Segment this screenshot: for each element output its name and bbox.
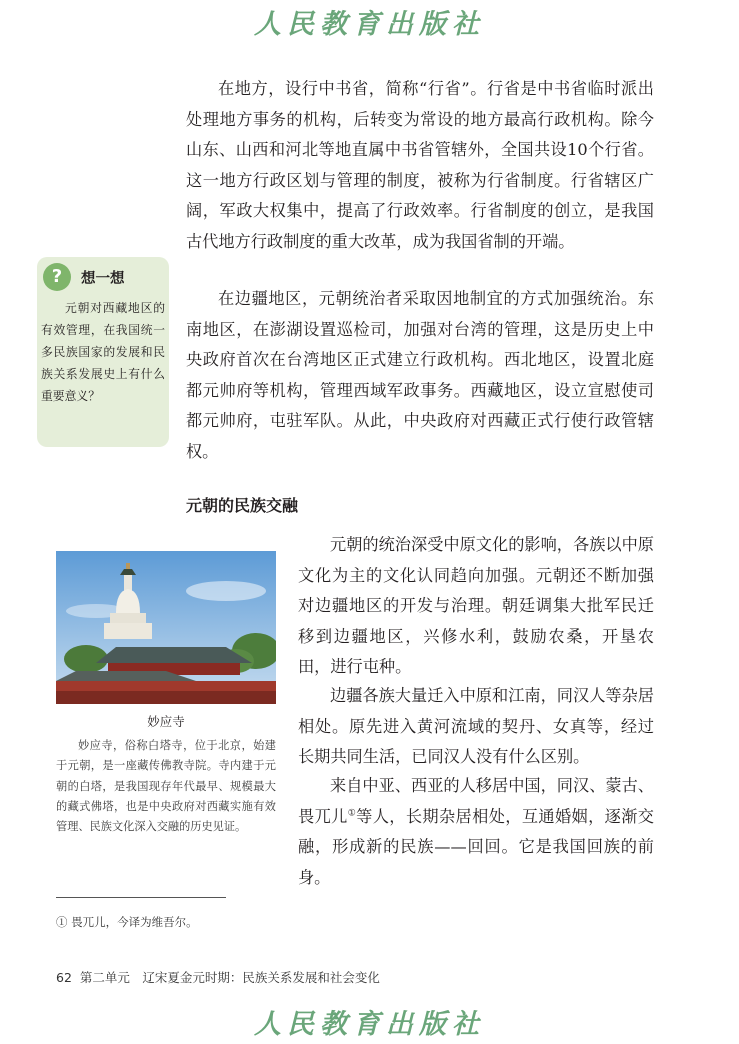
paragraph-migration: 边疆各族大量迁入中原和江南，同汉人等杂居相处。原先进入黄河流域的契丹、女真等，经过长期共同生活，已同汉人没有什么区别。 bbox=[298, 686, 654, 766]
footnote: ① 畏兀儿，今译为维吾尔。 bbox=[56, 915, 198, 929]
hui-text-before: 来自中亚、西亚的人移居中国，同汉、蒙古、畏兀儿 bbox=[298, 776, 654, 826]
publisher-logo-bottom: 人民教育出版社 bbox=[254, 1009, 485, 1040]
photo-caption-title: 妙应寺 bbox=[147, 714, 185, 729]
section-heading: 元朝的民族交融 bbox=[186, 496, 299, 515]
unit-title: 第二单元 辽宋夏金元时期：民族关系发展和社会变化 bbox=[79, 970, 380, 985]
page-number: 62 bbox=[56, 970, 72, 985]
paragraph-frontier: 在边疆地区，元朝统治者采取因地制宜的方式加强统治。东南地区，在澎湖设置巡检司，加强对台湾的管理，这是历史上中央政府首次在台湾地区正式建立行政机构。西北地区，设置北庭都元帅府等机构，管理西域军政事务。西藏地区，设立宣慰使司都元帅府，屯驻军队。从此，中央政府对西藏正式行使行政管辖权。 bbox=[186, 289, 654, 461]
footnote-divider bbox=[56, 897, 226, 898]
paragraph-hui bbox=[298, 771, 654, 893]
hui-text-after: 等人，长期杂居相处，互通婚姻，逐渐交融，形成新的民族——回回。它是我国回族的前身。 bbox=[298, 806, 654, 887]
publisher-logo-top: 人民教育出版社 bbox=[254, 9, 485, 40]
think-sidebar bbox=[37, 257, 169, 447]
footnote-marker[interactable]: ① bbox=[347, 808, 357, 819]
page-footer bbox=[56, 968, 380, 986]
think-question: 元朝对西藏地区的有效管理，在我国统一多民族国家的发展和民族关系发展史上有什么重要意义？ bbox=[41, 301, 165, 403]
paragraph-provinces: 在地方，设行中书省，简称“行省”。行省是中书省临时派出处理地方事务的机构，后转变为常设的地方最高行政机构。除今山东、山西和河北等地直属中书省管辖外，全国共设10个行省。这一地方行政区划与管理的制度，被称为行省制度。行省辖区广阔，军政大权集中，提高了行政效率。行省制度的创立，是我国古代地方行政制度的重大改革，成为我国省制的开端。 bbox=[186, 79, 654, 251]
paragraph-cultural-identity: 元朝的统治深受中原文化的影响，各族以中原文化为主的文化认同趋向加强。元朝还不断加强对边疆地区的开发与治理。朝廷调集大批军民迁移到边疆地区，兴修水利，鼓励农桑，开垦农田，进行屯种。 bbox=[298, 535, 654, 676]
photo-caption-text: 妙应寺，俗称白塔寺，位于北京，始建于元朝，是一座藏传佛教寺院。寺内建于元朝的白塔，是我国现存年代最早、规模最大的藏式佛塔，也是中央政府对西藏实施有效管理、民族文化深入交融的历史见证。 bbox=[56, 739, 276, 834]
question-icon: ? bbox=[43, 263, 71, 291]
temple-photo bbox=[56, 551, 276, 704]
white-pagoda-illustration bbox=[56, 551, 276, 704]
think-title: 想一想 bbox=[81, 271, 125, 287]
